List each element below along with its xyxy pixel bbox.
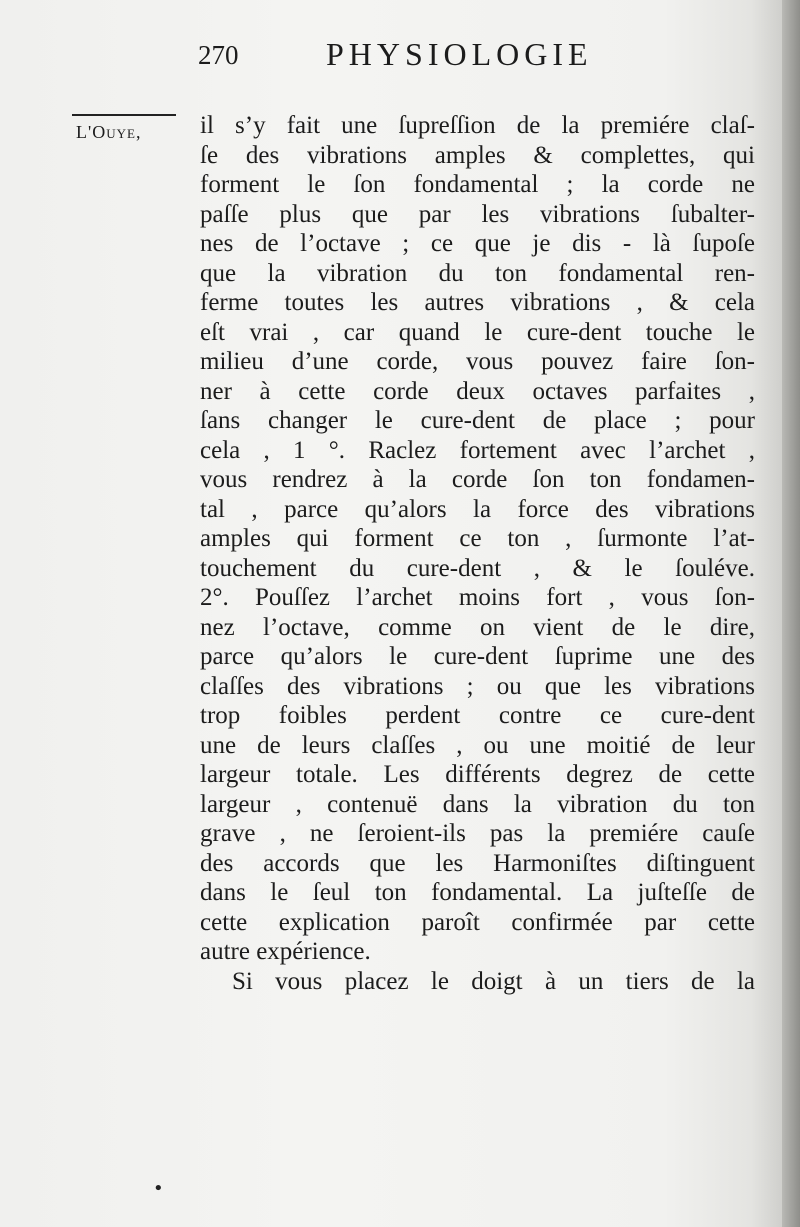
text-line: eſt vrai , car quand le cure-dent touche le xyxy=(200,318,755,346)
text-line: largeur totale. Les différents degrez de cette xyxy=(200,761,755,788)
margin-rule xyxy=(72,114,176,116)
text-line: tal , parce qu’alors la force des vibrations xyxy=(200,495,755,523)
text-line: forment le ſon fondamental ; la corde ne xyxy=(200,171,755,198)
text-line: ferme toutes les autres vibrations , & cela xyxy=(200,289,755,316)
page-header xyxy=(198,36,758,76)
text-line: paſſe plus que par les vibrations ſubalter- xyxy=(200,200,755,228)
body-text xyxy=(200,111,755,996)
text-line: autre expérience. xyxy=(200,938,371,965)
text-line: largeur , contenuë dans la vibration du ton xyxy=(200,790,755,818)
text-line: que la vibration du ton fondamental ren- xyxy=(200,259,755,287)
text-line: milieu d’une corde, vous pouvez faire ſon- xyxy=(200,348,755,375)
running-title: PHYSIOLOGIE xyxy=(326,36,593,72)
text-line: 2°. Pouſſez l’archet moins fort , vous ſon- xyxy=(200,584,755,611)
text-line: cela , 1 °. Raclez fortement avec l’archet , xyxy=(200,436,755,464)
text-line: nes de l’octave ; ce que je dis - là ſupoſe xyxy=(200,230,755,257)
text-line: Si vous placez le doigt à un tiers de la xyxy=(232,967,755,995)
text-line: dans le ſeul ton fondamental. La juſteſſe de xyxy=(200,879,755,906)
text-line: ſans changer le cure-dent de place ; pour xyxy=(200,407,755,434)
text-line: une de leurs claſſes , ou une moitié de leur xyxy=(200,731,755,759)
text-line: des accords que les Harmoniſtes diſtinguent xyxy=(200,849,755,877)
ornament-mark: • xyxy=(153,1178,164,1199)
text-line: trop foibles perdent contre ce cure-dent xyxy=(200,702,755,729)
page-number: 270 xyxy=(198,40,239,70)
binding-shadow xyxy=(782,0,800,1227)
text-line: claſſes des vibrations ; ou que les vibrations xyxy=(200,672,755,700)
text-line: il s’y fait une ſupreſſion de la premiére claſ- xyxy=(200,112,755,139)
text-line: grave , ne ſeroient-ils pas la premiére cauſe xyxy=(200,820,755,847)
text-line: ſe des vibrations amples & complettes, qui xyxy=(200,141,755,169)
margin-note: L'Ouye, xyxy=(76,122,142,142)
text-line: parce qu’alors le cure-dent ſuprime une des xyxy=(200,643,755,670)
text-line: ner à cette corde deux octaves parfaites , xyxy=(200,377,755,405)
text-line: amples qui forment ce ton , ſurmonte l’at- xyxy=(200,525,755,552)
text-line: cette explication paroît confirmée par cette xyxy=(200,908,755,936)
text-line: touchement du cure-dent , & le ſouléve. xyxy=(200,554,755,582)
text-line: nez l’octave, comme on vient de le dire, xyxy=(200,613,755,641)
text-line: vous rendrez à la corde ſon ton fondamen- xyxy=(200,466,755,493)
